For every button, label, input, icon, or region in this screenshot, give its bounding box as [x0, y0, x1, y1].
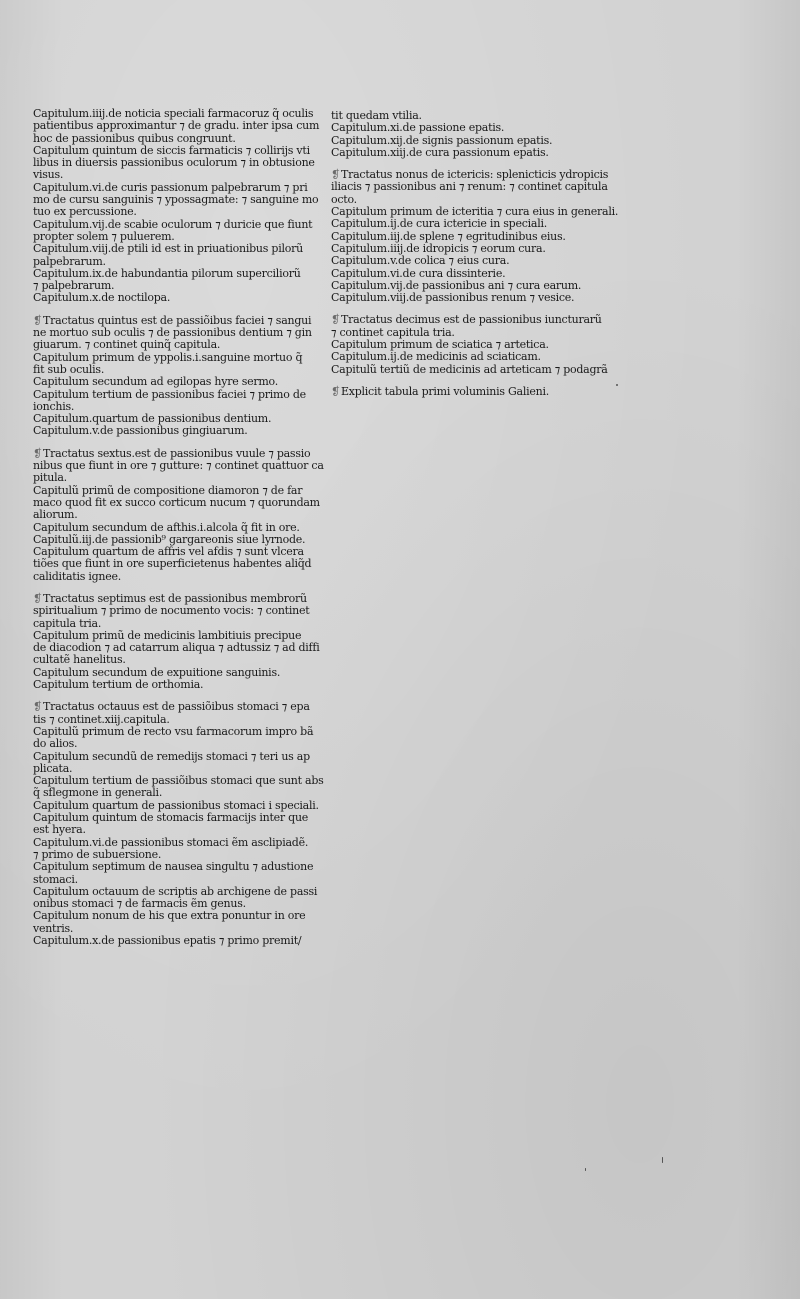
line-text: Capitulum.vij.de passionibus ani ⁊ cura earum. — [331, 278, 582, 292]
line-text: Capitulum.xiij.de cura passionum epatis. — [331, 145, 549, 159]
line-text: ionchis. — [33, 399, 75, 413]
line-text: Capitulum.x.de noctilopa. — [33, 291, 171, 305]
text-line — [331, 362, 608, 376]
text-line — [331, 180, 608, 194]
line-text: Tractatus sextus.est de passionibus vuule ⁊ passio — [43, 446, 311, 460]
text-line — [33, 934, 302, 947]
line-text: ⁊ palpebrarum. — [33, 279, 115, 293]
line-text: Capitulum octauum de scriptis ab archigene de passi — [33, 884, 318, 898]
text-line — [33, 292, 291, 304]
text-line — [33, 156, 315, 170]
line-text: plicata. — [33, 761, 73, 775]
line-text: Capitulum.viij.de passionibus renum ⁊ vesice. — [331, 291, 575, 305]
line-text: Capitulum.ij.de medicinis ad sciaticam. — [331, 350, 541, 364]
tractatus-section — [33, 591, 320, 692]
line-text: ⁊ primo de subuersione. — [33, 847, 162, 861]
line-text: Tractatus decimus est de passionibus iuncturarũ — [341, 313, 602, 327]
line-text: caliditatis ignee. — [33, 569, 122, 583]
pilcrow-icon: ❡ — [33, 700, 42, 714]
line-text: aliorum. — [33, 508, 78, 522]
line-text: octo. — [331, 192, 357, 206]
tractatus-section — [331, 313, 608, 376]
line-text: Capitulum secundum de afthis.i.alcola q̃ fit in ore. — [33, 520, 300, 534]
line-text: Capitulum primum de sciatica ⁊ artetica. — [331, 338, 549, 352]
text-line — [33, 571, 291, 583]
line-text: Capitulum nonum de his que extra ponuntur in ore — [33, 909, 306, 923]
line-text: Capitulum tertium de passiõibus stomaci que sunt abs — [33, 774, 324, 788]
line-text: pitula. — [33, 471, 67, 485]
line-text: palpebrarum. — [33, 254, 106, 268]
text-line — [331, 386, 583, 398]
chapter-block — [33, 107, 320, 305]
pilcrow-icon: ❡ — [33, 313, 42, 327]
line-text: maco quod fit ex succo corticum nucum ⁊ quorundam — [33, 495, 320, 509]
line-text: fit sub oculis. — [33, 362, 105, 376]
line-text: tuo ex percussione. — [33, 205, 137, 219]
line-text: giuarum. ⁊ continet quinq̃ capitula. — [33, 338, 221, 352]
line-text: spiritualium ⁊ primo de nocumento vocis: ⁊ continet — [33, 604, 310, 618]
line-text: Capitulum.quartum de passionibus dentium. — [33, 412, 272, 426]
tractatus-section — [33, 313, 312, 438]
text-line — [33, 679, 291, 691]
line-text: de diacodion ⁊ ad catarrum aliqua ⁊ adtussiz ⁊ ad diffi — [33, 641, 320, 655]
line-text: Capitulũ primũ de compositione diamoron ⁊ de far — [33, 483, 303, 497]
line-text: Capitulum primum de icteritia ⁊ cura eius in generali. — [331, 205, 619, 219]
chapter-block — [331, 110, 583, 159]
line-text: Capitulum.x.de passionibus epatis ⁊ primo premit/ — [33, 934, 302, 947]
line-text: Capitulum.iij.de splene ⁊ egritudinibus eius. — [331, 229, 566, 243]
line-text: patientibus approximantur ⁊ de gradu. inter ipsa cum — [33, 119, 320, 133]
line-text: Capitulum secundum ad egilopas hyre sermo. — [33, 375, 278, 389]
line-text: capitula tria. — [33, 616, 102, 630]
paper-speck — [662, 1157, 663, 1163]
line-text: Capitulum tertium de passionibus faciei ⁊ primo de — [33, 387, 306, 401]
line-text: Capitulum quintum de stomacis farmacijs inter que — [33, 811, 309, 825]
line-text: libus in diuersis passionibus oculorum ⁊ in obtusione — [33, 156, 315, 170]
line-text: cultatẽ hanelitus. — [33, 653, 126, 667]
tractatus-section — [331, 168, 619, 305]
line-text: Capitulũ primum de recto vsu farmacorum impro bã — [33, 724, 314, 738]
line-text: onibus stomaci ⁊ de farmacis ẽm genus. — [33, 897, 246, 911]
line-text: Tractatus nonus de ictericis: splenicticis ydropicis — [341, 168, 609, 182]
line-text: Capitulum.xi.de passione epatis. — [331, 121, 505, 135]
line-text: tiões que fiunt in ore superficietenus habentes aliq̃d — [33, 557, 312, 571]
line-text: Capitulum tertium de orthomia. — [33, 678, 204, 692]
line-text: mo de cursu sanguinis ⁊ ypossagmate: ⁊ sanguine mo — [33, 193, 319, 207]
line-text: Tractatus octauus est de passiõibus stomaci ⁊ epa — [43, 700, 310, 714]
line-text: visus. — [33, 168, 64, 182]
line-text: Capitulum secundũ de remedijs stomaci ⁊ teri us ap — [33, 749, 310, 763]
line-text: do alios. — [33, 737, 78, 751]
pilcrow-icon: ❡ — [331, 313, 340, 327]
line-text: Capitulum.ij.de cura ictericie in speciali. — [331, 217, 547, 231]
line-text: propter solem ⁊ puluerem. — [33, 229, 175, 243]
line-text: Capitulum.ix.de habundantia pilorum superciliorũ — [33, 266, 301, 280]
line-text: Capitulum.viij.de ptili id est in priuationibus pilorũ — [33, 242, 303, 256]
tractatus-section — [33, 700, 324, 947]
line-text: Capitulum.vij.de scabie oculorum ⁊ duricie que fiunt — [33, 217, 313, 231]
line-text: Tractatus septimus est de passionibus membrorũ — [43, 591, 307, 605]
line-text: Capitulum quintum de siccis farmaticis ⁊ collirijs vti — [33, 143, 310, 157]
line-text: Capitulum.iiij.de idropicis ⁊ eorum cura. — [331, 241, 546, 255]
text-line — [33, 425, 291, 437]
pilcrow-icon: ❡ — [33, 446, 42, 460]
line-text: Capitulum septimum de nausea singultu ⁊ adustione — [33, 860, 314, 874]
line-text: Capitulum.vi.de passionibus stomaci ẽm asclipiadẽ. — [33, 835, 309, 849]
pilcrow-icon: ❡ — [331, 384, 340, 398]
line-text: Capitulum.v.de colica ⁊ eius cura. — [331, 254, 510, 268]
line-text: stomaci. — [33, 872, 78, 886]
line-text: Tractatus quintus est de passiõibus faciei ⁊ sangui — [43, 313, 312, 327]
line-text: ne mortuo sub oculis ⁊ de passionibus dentium ⁊ gin — [33, 326, 312, 340]
line-text: iliacis ⁊ passionibus ani ⁊ renum: ⁊ continet capitula — [331, 180, 608, 194]
line-text: Capitulum.v.de passionibus gingiuarum. — [33, 424, 248, 438]
paper-speck — [616, 384, 618, 386]
line-text: nibus que fiunt in ore ⁊ gutture: ⁊ continet quattuor ca — [33, 459, 324, 473]
pilcrow-icon: ❡ — [33, 591, 42, 605]
tractatus-section — [33, 446, 324, 583]
line-text: Capitulum.vi.de curis passionum palpebrarum ⁊ pri — [33, 180, 308, 194]
pilcrow-icon: ❡ — [331, 168, 340, 182]
paper-speck — [585, 1168, 586, 1171]
line-text: ⁊ continet capitula tria. — [331, 325, 455, 339]
text-line — [331, 292, 583, 304]
text-line — [331, 147, 583, 159]
line-text: Capitulum.vi.de cura dissinterie. — [331, 266, 506, 280]
line-text: Capitulum.xij.de signis passionum epatis. — [331, 133, 553, 147]
line-text: Capitulum.iiij.de noticia speciali farmacoruz q̃ oculis — [33, 107, 314, 120]
line-text: Capitulum quartum de affris vel afdis ⁊ sunt vlcera — [33, 545, 304, 559]
line-text: est hyera. — [33, 823, 86, 837]
line-text: Capitulum secundum de expuitione sanguinis. — [33, 665, 281, 679]
line-text: tis ⁊ continet.xiij.capitula. — [33, 712, 170, 726]
left-text-column — [33, 107, 324, 947]
tractatus-section — [331, 386, 583, 398]
right-text-column — [331, 109, 619, 398]
line-text: ventris. — [33, 921, 74, 935]
line-text: q̃ sflegmone in generali. — [33, 786, 163, 800]
line-text: hoc de passionibus quibus congruunt. — [33, 131, 236, 145]
line-text: Capitulũ.iij.de passionib⁹ gargareonis siue lyrnode. — [33, 532, 306, 546]
line-text: Capitulũ tertiũ de medicinis ad arteticam ⁊ podagrã — [331, 362, 608, 376]
line-text: Capitulum primũ de medicinis lambitiuis precipue — [33, 628, 302, 642]
line-text: Explicit tabula primi voluminis Galieni. — [341, 384, 549, 398]
line-text: tit quedam vtilia. — [331, 109, 422, 122]
text-line — [33, 459, 324, 473]
line-text: Capitulum primum de yppolis.i.sanguine mortuo q̃ — [33, 350, 303, 364]
line-text: Capitulum quartum de passionibus stomaci i speciali. — [33, 798, 319, 812]
